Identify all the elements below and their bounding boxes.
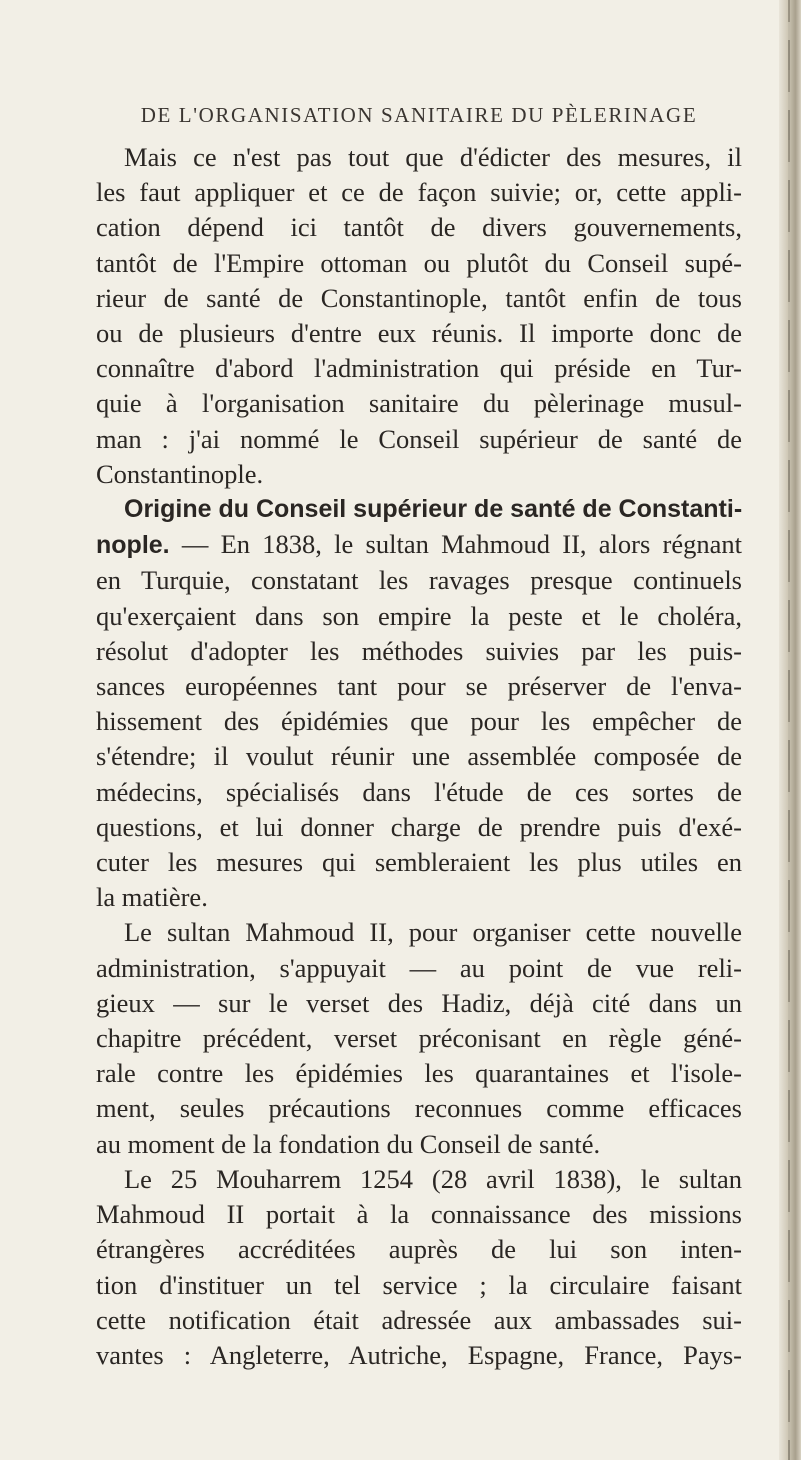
text-line: qu'exerçaient dans son empire la peste et le choléra, [96, 600, 742, 631]
text-line: vantes : Angleterre, Autriche, Espagne, France, Pays- [96, 1339, 742, 1370]
text-line: ment, seules précautions reconnues comme efficaces [96, 1093, 742, 1124]
text-line: sances européennes tant pour se préserver de l'enva- [96, 671, 742, 702]
text-line: Mais ce n'est pas tout que d'édicter des mesures, il [124, 142, 742, 172]
text-line: rale contre les épidémies les quarantaines et l'isole- [96, 1058, 742, 1089]
text-line: les faut appliquer et ce de façon suivie; or, cette appli- [96, 177, 742, 208]
paragraph-3 [96, 915, 742, 1161]
paragraph-4 [96, 1162, 742, 1373]
text-line: quie à l'organisation sanitaire du pèlerinage musul- [96, 388, 742, 419]
text-line: tantôt de l'Empire ottoman ou plutôt du Conseil supé- [96, 247, 742, 278]
text-line: rieur de santé de Constantinople, tantôt enfin de tous [96, 282, 742, 313]
paragraph-1 [96, 140, 742, 492]
text-line: la matière. [96, 882, 208, 913]
text-line: tion d'instituer un tel service ; la circulaire faisant [96, 1269, 742, 1300]
text-line: chapitre précédent, verset préconisant en règle géné- [96, 1023, 742, 1054]
section-heading-end: nople. [96, 531, 170, 560]
section-heading: Origine du Conseil supérieur de santé de Constanti- [124, 495, 743, 524]
text-line: questions, et lui donner charge de prendre puis d'exé- [96, 811, 742, 842]
paragraph-2 [96, 492, 742, 915]
page-edge-shadow [779, 0, 801, 1460]
text-line: cation dépend ici tantôt de divers gouvernements, [96, 212, 742, 243]
text-line: étrangères accréditées auprès de lui son inten- [96, 1234, 742, 1265]
text-line: connaître d'abord l'administration qui préside en Tur- [96, 353, 742, 384]
text-line: cuter les mesures qui sembleraient les plus utiles en [96, 847, 742, 878]
text-line-rest: — En 1838, le sultan Mahmoud II, alors régnant [169, 529, 742, 560]
text-line: résolut d'adopter les méthodes suivies par les puis- [96, 635, 742, 666]
text-line: gieux — sur le verset des Hadiz, déjà cité dans un [96, 987, 742, 1018]
text-line: s'étendre; il voulut réunir une assemblée composée de [96, 741, 742, 772]
text-line: Le 25 Mouharrem 1254 (28 avril 1838), le sultan [124, 1163, 742, 1194]
text-line [96, 527, 742, 563]
text-line: Constantinople. [96, 458, 264, 489]
text-line: hissement des épidémies que pour les empêcher de [96, 706, 742, 737]
text-line: cette notification était adressée aux ambassades sui- [96, 1304, 742, 1335]
text-line: ou de plusieurs d'entre eux réunis. Il importe donc de [96, 318, 742, 349]
body-text [96, 140, 742, 1373]
text-line: Mahmoud II portait à la connaissance des missions [96, 1199, 742, 1230]
text-line: en Turquie, constatant les ravages presque continuels [96, 565, 742, 596]
text-line: man : j'ai nommé le Conseil supérieur de santé de [96, 423, 742, 454]
text-line: au moment de la fondation du Conseil de santé. [96, 1128, 601, 1159]
text-line: médecins, spécialisés dans l'étude de ces sortes de [96, 776, 742, 807]
text-line: administration, s'appuyait — au point de vue reli- [96, 952, 742, 983]
running-title: DE L'ORGANISATION SANITAIRE DU PÈLERINAGE [140, 103, 698, 127]
text-line: Le sultan Mahmoud II, pour organiser cette nouvelle [124, 917, 742, 948]
